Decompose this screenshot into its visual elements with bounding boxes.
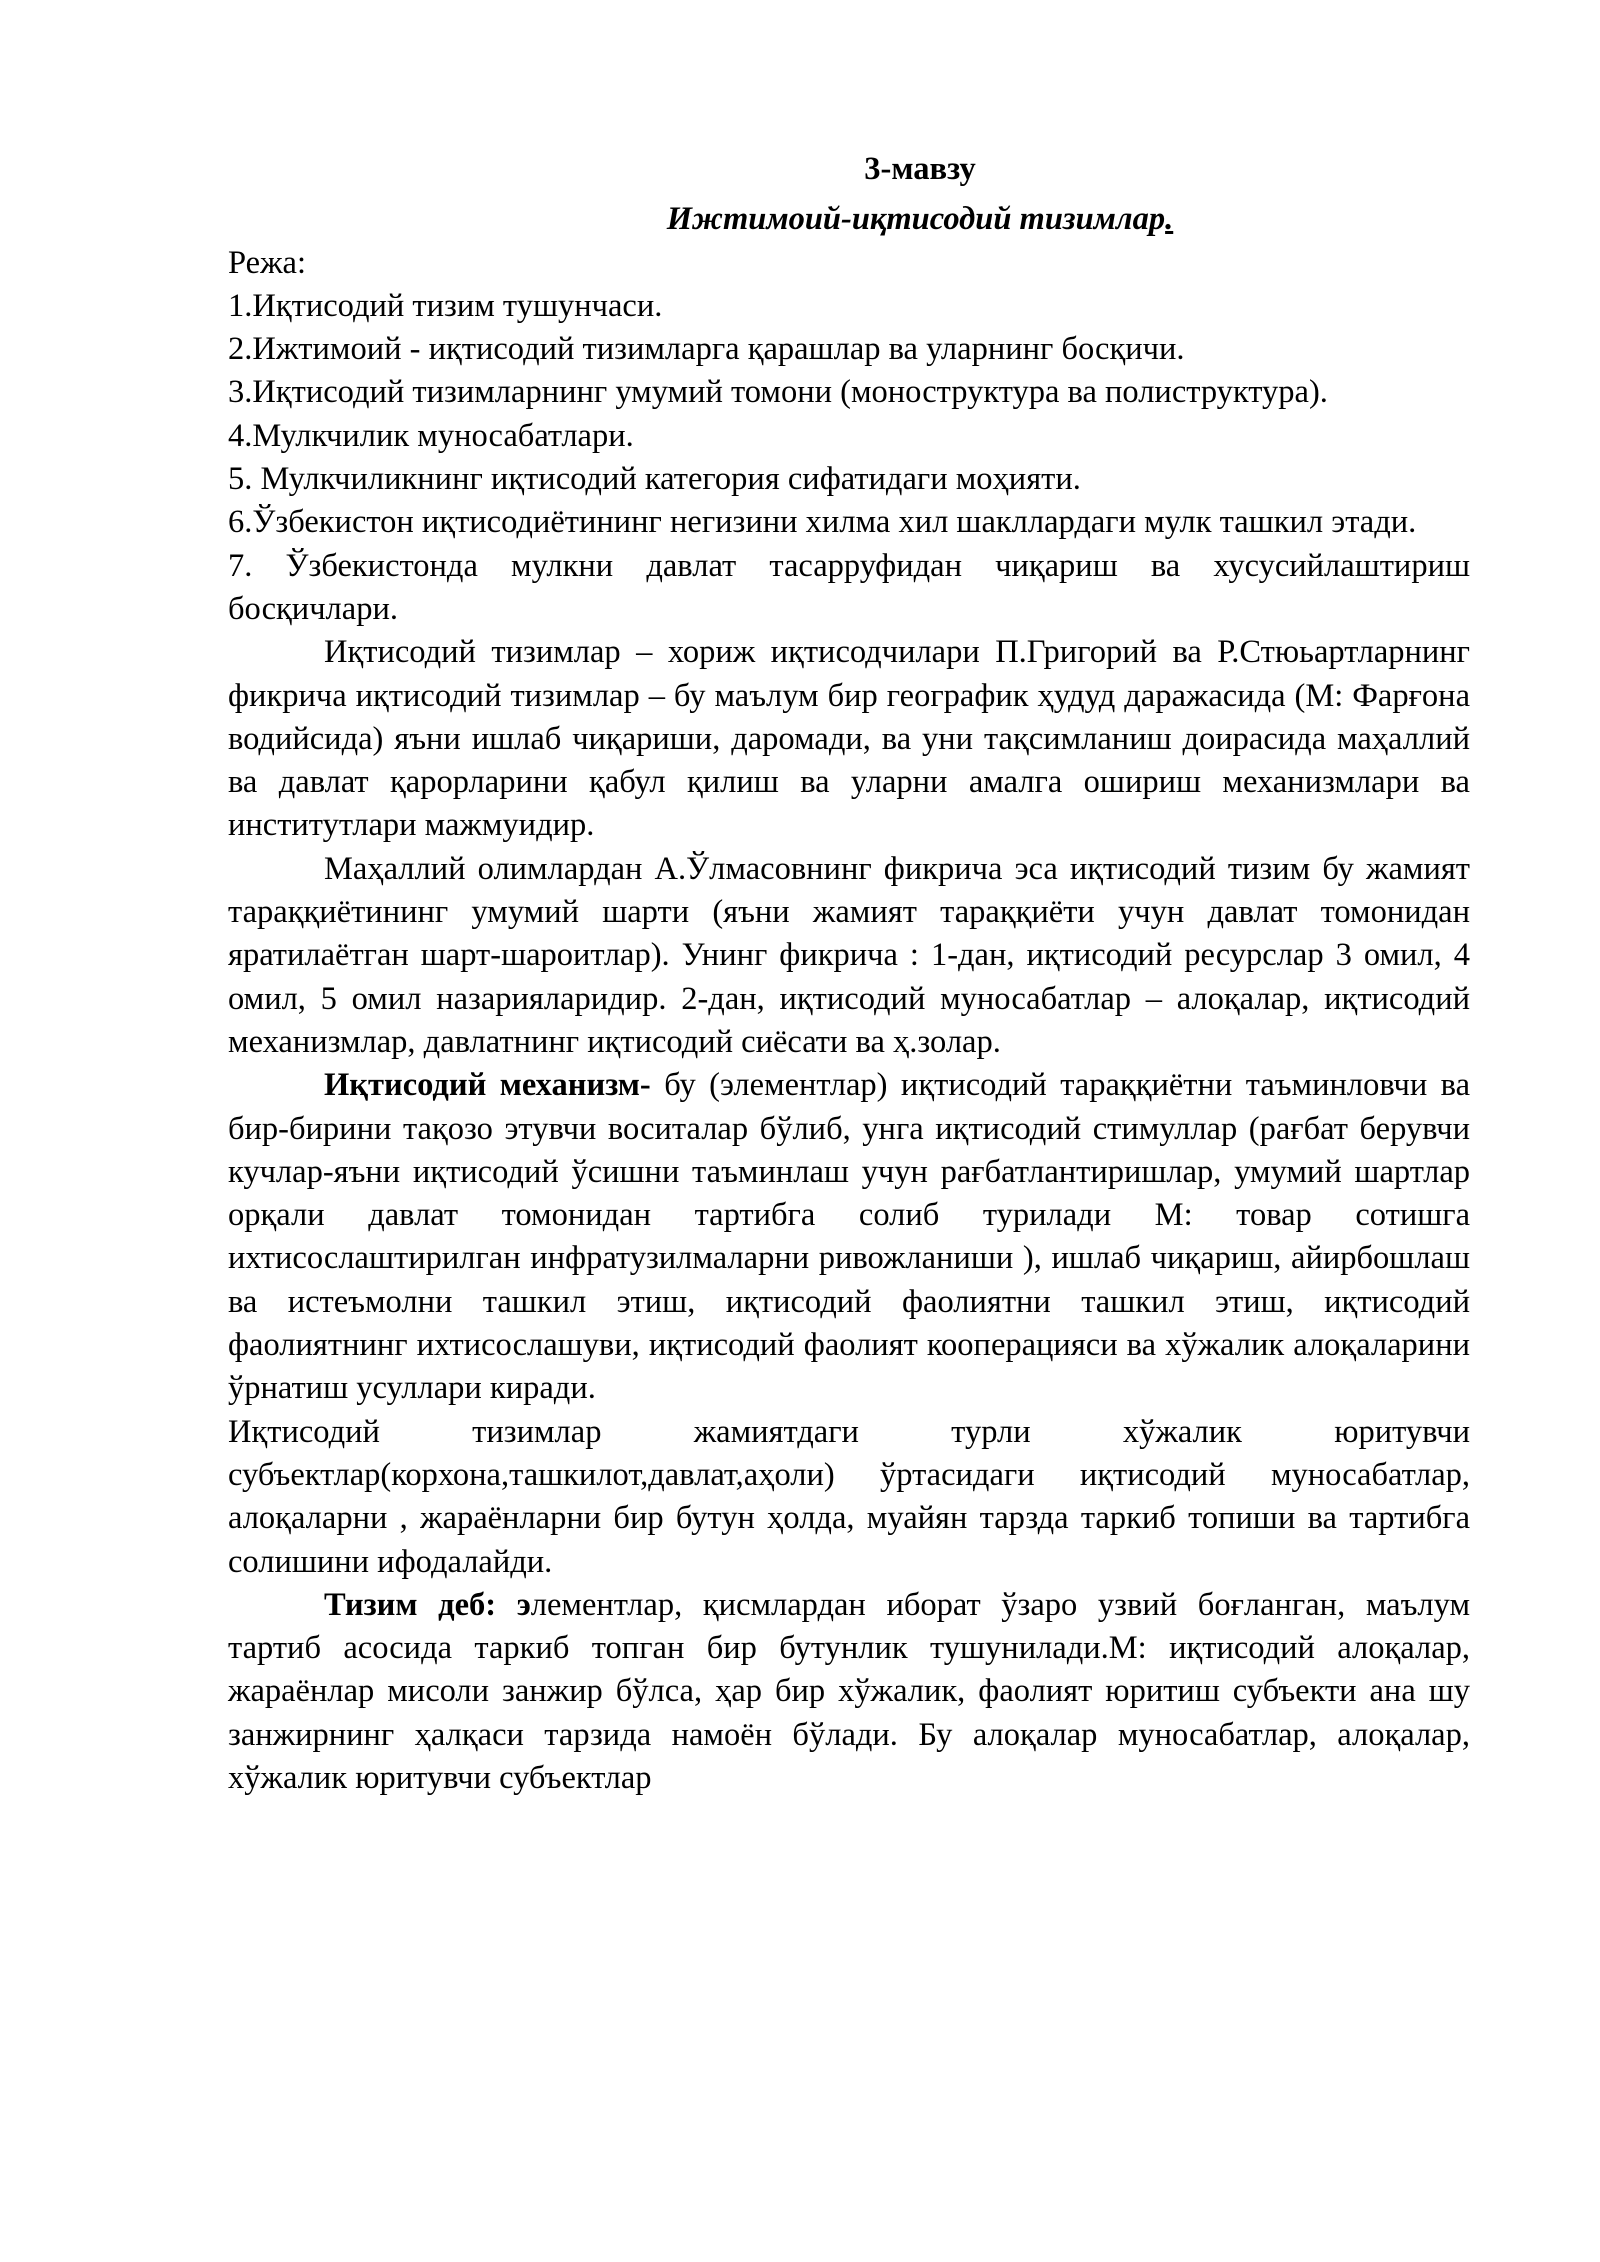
topic-heading: 3-мавзу xyxy=(864,151,976,187)
term-system: Тизим деб: э xyxy=(324,1586,531,1623)
system-definition-text: лементлар, қисмлардан иборат ўзаро узвий боғланган, маълум тартиб асосида таркиб топган бир бутунлик тушунилади.М: иқтисодий алоқалар, жараёнлар мисоли занжир бўлса, ҳар бир хўжалик, фаолият юритиш субъекти ана шу занжирнинг ҳалқаси тарзида намоён бўлади. Бу алоқалар муносабатлар, алоқалар, хўжалик юритувчи субъектлар xyxy=(228,1586,1471,1796)
document-page xyxy=(228,148,1470,1800)
document-title xyxy=(228,198,1470,241)
plan-item-4: 4.Мулкчилик муносабатлари. xyxy=(228,417,634,454)
paragraph-economic-systems-definition: Иқтисодий тизимлар – хориж иқтисодчилари П.Григорий ва Р.Стюьартларнинг фикрича иқтисодий тизимлар – бу маълум бир географик ҳудуд даражасида (М: Фарғона водийсида) яъни ишлаб чиқариши, даромади, ва уни тақсимланиш доирасида маҳаллий ва давлат қарорларини қабул қилиш ва уларни амалга ошириш механизмлари ва институтлари мажмуидир. xyxy=(228,634,1470,844)
paragraph-economic-mechanism xyxy=(228,1064,1470,1410)
paragraph-economic-relations: Иқтисодий тизимлар жамиятдаги турли хўжалик юритувчи субъектлар(корхона,ташкилот,давлат,аҳоли) ўртасидаги иқтисодий муносабатлар, алоқаларни , жараёнларни бир бутун ҳолда, муайян тарзда таркиб топиши ва тартибга солишини ифодалайди. xyxy=(228,1413,1470,1580)
paragraph-local-scholars-view: Маҳаллий олимлардан А.Ўлмасовнинг фикрича эса иқтисодий тизим бу жамият тараққиётининг умумий шарти (яъни жамият тараққиёти учун давлат томонидан яратилаётган шарт-шароитлар). Унинг фикрича : 1-дан, иқтисодий ресурслар 3 омил, 4 омил, 5 омил назарияларидир. 2-дан, иқтисодий муносабатлар – алоқалар, иқтисодий механизмлар, давлатнинг иқтисодий сиёсати ва ҳ.золар. xyxy=(228,850,1470,1060)
plan-item-6: 6.Ўзбекистон иқтисодиётининг негизини хилма хил шакллардаги мулк ташкил этади. xyxy=(228,504,1417,541)
plan-item-1: 1.Иқтисодий тизим тушунчаси. xyxy=(228,287,663,324)
document-title-text: Ижтимоий-иқтисодий тизимлар xyxy=(666,201,1166,238)
plan-item-2: 2.Ижтимоий - иқтисодий тизимларга қарашлар ва уларнинг босқичи. xyxy=(228,331,1185,368)
plan-item-3: 3.Иқтисодий тизимларнинг умумий томони (моноструктура ва полиструктура). xyxy=(228,374,1328,411)
term-economic-mechanism: Иқтисодий механизм- xyxy=(324,1067,651,1104)
economic-mechanism-text: бу (элементлар) иқтисодий тараққиётни таъминловчи ва бир-бирини тақозо этувчи воситалар бўлиб, унга иқтисодий стимуллар (рағбат берувчи кучлар-яъни иқтисодий ўсишни таъминлаш учун рағбатлантиришлар, умумий шартлар орқали давлат томонидан тартибга солиб турилади М: товар сотишга ихтисослаштирилган инфратузилмаларни ривожланиши ), ишлаб чиқариш, айирбошлаш ва истеъмолни ташкил этиш, иқтисодий фаолиятни ташкил этиш, иқтисодий фаолиятнинг ихтисослашуви, иқтисодий фаолият кооперацияси ва хўжалик алоқаларини ўрнатиш усуллари киради. xyxy=(228,1067,1470,1407)
plan-item-7: 7. Ўзбекистонда мулкни давлат тасарруфидан чиқариш ва хусусийлаштириш босқичлари. xyxy=(228,547,1470,627)
document-title-period: . xyxy=(1165,201,1174,238)
plan-item-5: 5. Мулкчиликнинг иқтисодий категория сифатидаги моҳияти. xyxy=(228,461,1081,498)
paragraph-system-definition xyxy=(228,1584,1470,1800)
plan-label: Режа: xyxy=(228,244,306,281)
